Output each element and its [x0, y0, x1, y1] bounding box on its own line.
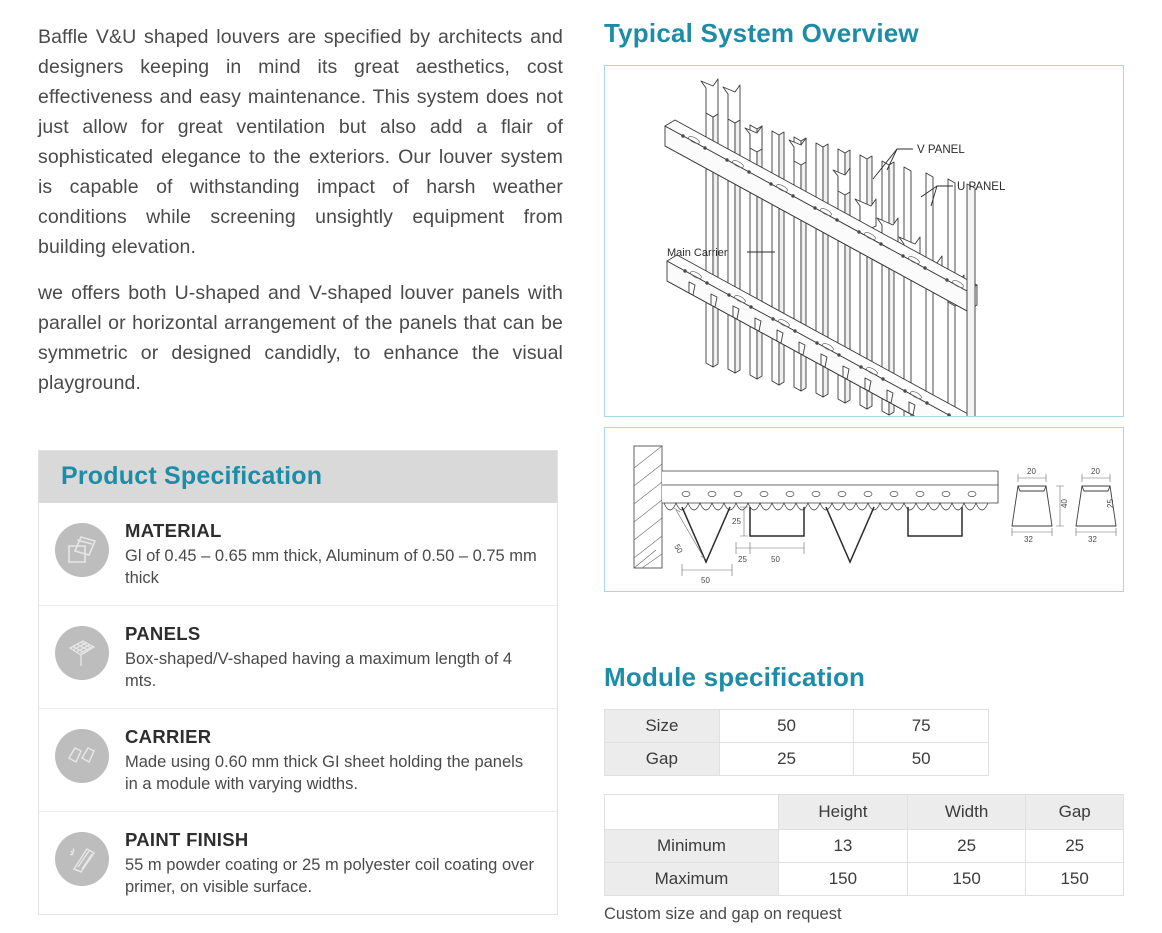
label-u-panel: U PANEL	[957, 181, 1006, 193]
module-minmax-table	[604, 794, 1124, 896]
dim-v-depth: 50	[672, 542, 685, 555]
carrier-profile-icon	[55, 729, 109, 783]
table-row	[605, 710, 989, 743]
section-detail-diagram	[604, 427, 1124, 592]
dim-profile-bottom: 32	[1024, 535, 1033, 544]
spec-desc-paint-finish: 55 m powder coating or 25 m polyester coil coating over primer, on visible surface.	[125, 856, 535, 896]
module-size-value: 75	[854, 710, 989, 743]
dim-profile2-bottom: 32	[1088, 535, 1097, 544]
spec-text-paint-finish	[125, 828, 537, 898]
module-specification-section	[604, 662, 1124, 924]
maximum-height-value: 150	[778, 863, 907, 896]
minimum-height-value: 13	[778, 830, 907, 863]
spec-title-panels: PANELS	[125, 623, 201, 644]
mesh-panel-icon	[55, 626, 109, 680]
spec-item-panels	[39, 605, 557, 708]
label-v-panel: V PANEL	[917, 144, 965, 156]
module-gap-row-label: Gap	[605, 743, 720, 776]
table-row	[605, 863, 1124, 896]
minimum-gap-value: 25	[1026, 830, 1124, 863]
module-size-table	[604, 709, 989, 776]
maximum-width-value: 150	[907, 863, 1025, 896]
minmax-row-label-maximum: Maximum	[605, 863, 779, 896]
paint-brush-icon	[55, 832, 109, 886]
module-specification-heading: Module specification	[604, 662, 866, 692]
spec-item-material	[39, 503, 557, 605]
maximum-gap-value: 150	[1026, 863, 1124, 896]
right-column	[604, 18, 1124, 592]
intro-paragraph-1: Baffle V&U shaped louvers are specified by architects and designers keeping in mind its great aesthetics, cost effectiveness and easy maintenance. This system does not just allow for great ventilation but also add a flair of sophisticated elegance to the exteriors. Our louver system is capable of withstanding impact of harsh weather conditions while screening unsightly equipment from building elevation.	[38, 26, 563, 258]
minimum-width-value: 25	[907, 830, 1025, 863]
system-overview-diagram	[604, 65, 1124, 417]
minmax-header-height: Height	[778, 795, 907, 830]
left-column	[38, 22, 563, 414]
dim-profile2-top: 20	[1091, 467, 1100, 476]
dim-u-height: 25	[732, 517, 741, 526]
spec-title-carrier: CARRIER	[125, 726, 212, 747]
spec-item-carrier	[39, 708, 557, 811]
product-specification-title: Product Specification	[61, 462, 323, 490]
spec-item-paint-finish	[39, 811, 557, 914]
spec-text-panels	[125, 622, 537, 692]
dim-profile-height: 40	[1060, 499, 1069, 508]
dim-profile-top: 20	[1027, 467, 1036, 476]
spec-desc-panels: Box-shaped/V-shaped having a maximum length of 4 mts.	[125, 650, 513, 690]
module-gap-value: 50	[854, 743, 989, 776]
minmax-header-gap: Gap	[1026, 795, 1124, 830]
spec-text-material	[125, 519, 537, 589]
typical-system-overview-heading: Typical System Overview	[604, 18, 919, 48]
spec-desc-material: Gl of 0.45 – 0.65 mm thick, Aluminum of 0.50 – 0.75 mm thick	[125, 547, 537, 587]
module-gap-value: 25	[719, 743, 854, 776]
table-row	[605, 830, 1124, 863]
spec-desc-carrier: Made using 0.60 mm thick GI sheet holding the panels in a module with varying widths.	[125, 753, 524, 793]
minmax-corner-cell	[605, 795, 779, 830]
custom-size-note: Custom size and gap on request	[604, 905, 842, 923]
dim-module: 50	[771, 555, 780, 564]
intro-paragraph-2: we offers both U-shaped and V-shaped louver panels with parallel or horizontal arrangement of the panels that can be symmetric or designed candidly, to enhance the visual playground.	[38, 282, 563, 394]
spec-text-carrier	[125, 725, 537, 795]
product-specification-header	[39, 451, 557, 503]
product-specification-list	[39, 503, 557, 914]
table-row	[605, 743, 989, 776]
minmax-row-label-minimum: Minimum	[605, 830, 779, 863]
label-main-carrier: Main Carrier	[667, 247, 728, 259]
table-header-row	[605, 795, 1124, 830]
product-specification-card	[38, 450, 558, 915]
dim-profile2-height: 25	[1106, 499, 1115, 508]
spec-title-material: MATERIAL	[125, 520, 222, 541]
module-size-value: 50	[719, 710, 854, 743]
dim-gap: 25	[738, 555, 747, 564]
sheets-icon	[55, 523, 109, 577]
minmax-header-width: Width	[907, 795, 1025, 830]
module-size-row-label: Size	[605, 710, 720, 743]
spec-title-paint-finish: PAINT FINISH	[125, 829, 249, 850]
dim-v-width: 50	[701, 576, 710, 585]
